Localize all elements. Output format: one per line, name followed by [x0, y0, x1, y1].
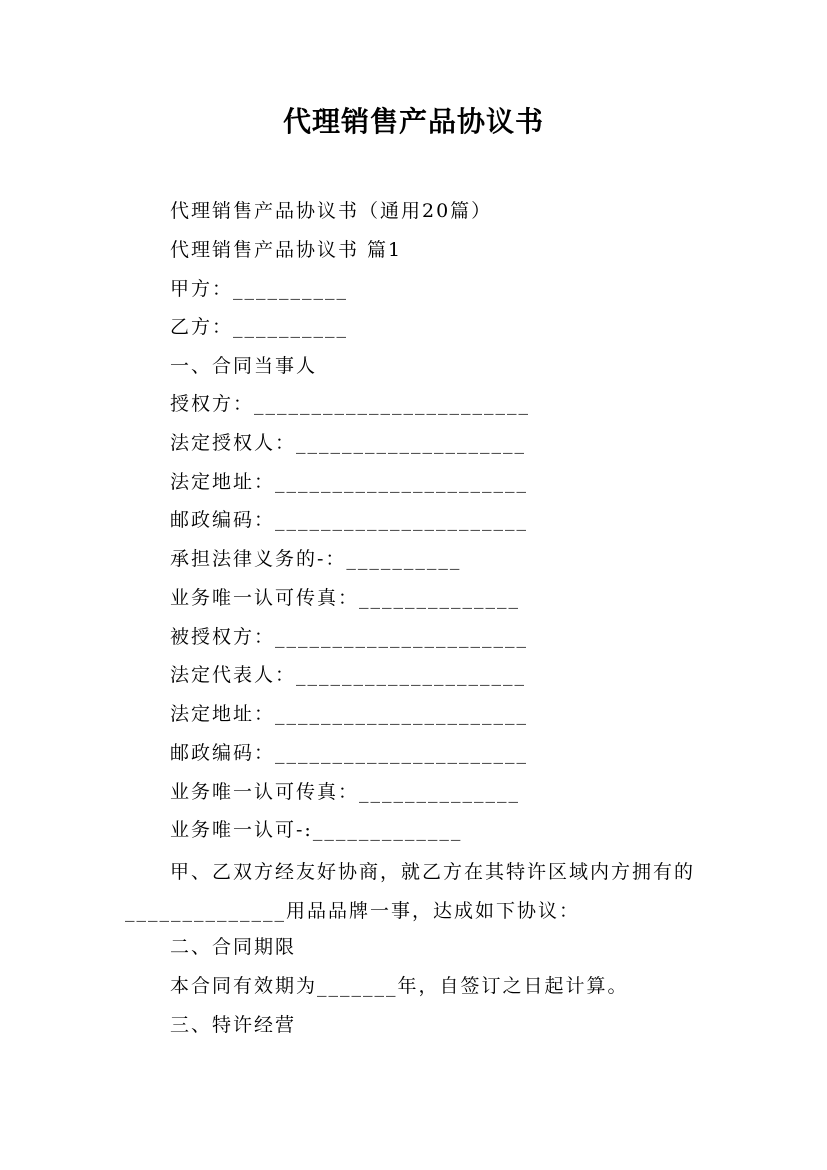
agreement-paragraph: 甲、乙双方经友好协商，就乙方在其特许区域内方拥有的______________用品品牌一事，达成如下协议： [125, 861, 696, 922]
term-clause: 本合同有效期为_______年，自签订之日起计算。 [170, 975, 629, 997]
legal-address-field: 法定地址：______________________ [170, 471, 529, 493]
business-fax-field: 业务唯一认可传真：______________ [170, 587, 521, 609]
legal-authorizer-field: 法定授权人：____________________ [170, 432, 527, 454]
grantee-field: 被授权方：______________________ [170, 626, 529, 648]
section-heading-franchise: 三、特许经营 [170, 1014, 297, 1036]
legal-obligation-field: 承担法律义务的-：__________ [170, 548, 462, 570]
legal-address-field-2: 法定地址：______________________ [170, 703, 529, 725]
business-approval-field: 业务唯一认可-:_____________ [170, 819, 463, 841]
party-b-field: 乙方：__________ [170, 316, 349, 338]
business-fax-field-2: 业务唯一认可传真：______________ [170, 781, 521, 803]
postal-code-field-2: 邮政编码：______________________ [170, 742, 529, 764]
section-heading-parties: 一、合同当事人 [170, 355, 318, 377]
legal-representative-field: 法定代表人：____________________ [170, 664, 527, 686]
grantor-field: 授权方：________________________ [170, 393, 531, 415]
article-heading: 代理销售产品协议书 篇1 [170, 239, 403, 261]
document-subtitle: 代理销售产品协议书（通用20篇） [170, 200, 493, 222]
postal-code-field: 邮政编码：______________________ [170, 509, 529, 531]
document-title: 代理销售产品协议书 [282, 105, 544, 138]
section-heading-term: 二、合同期限 [170, 936, 297, 958]
party-a-field: 甲方：__________ [170, 278, 349, 300]
